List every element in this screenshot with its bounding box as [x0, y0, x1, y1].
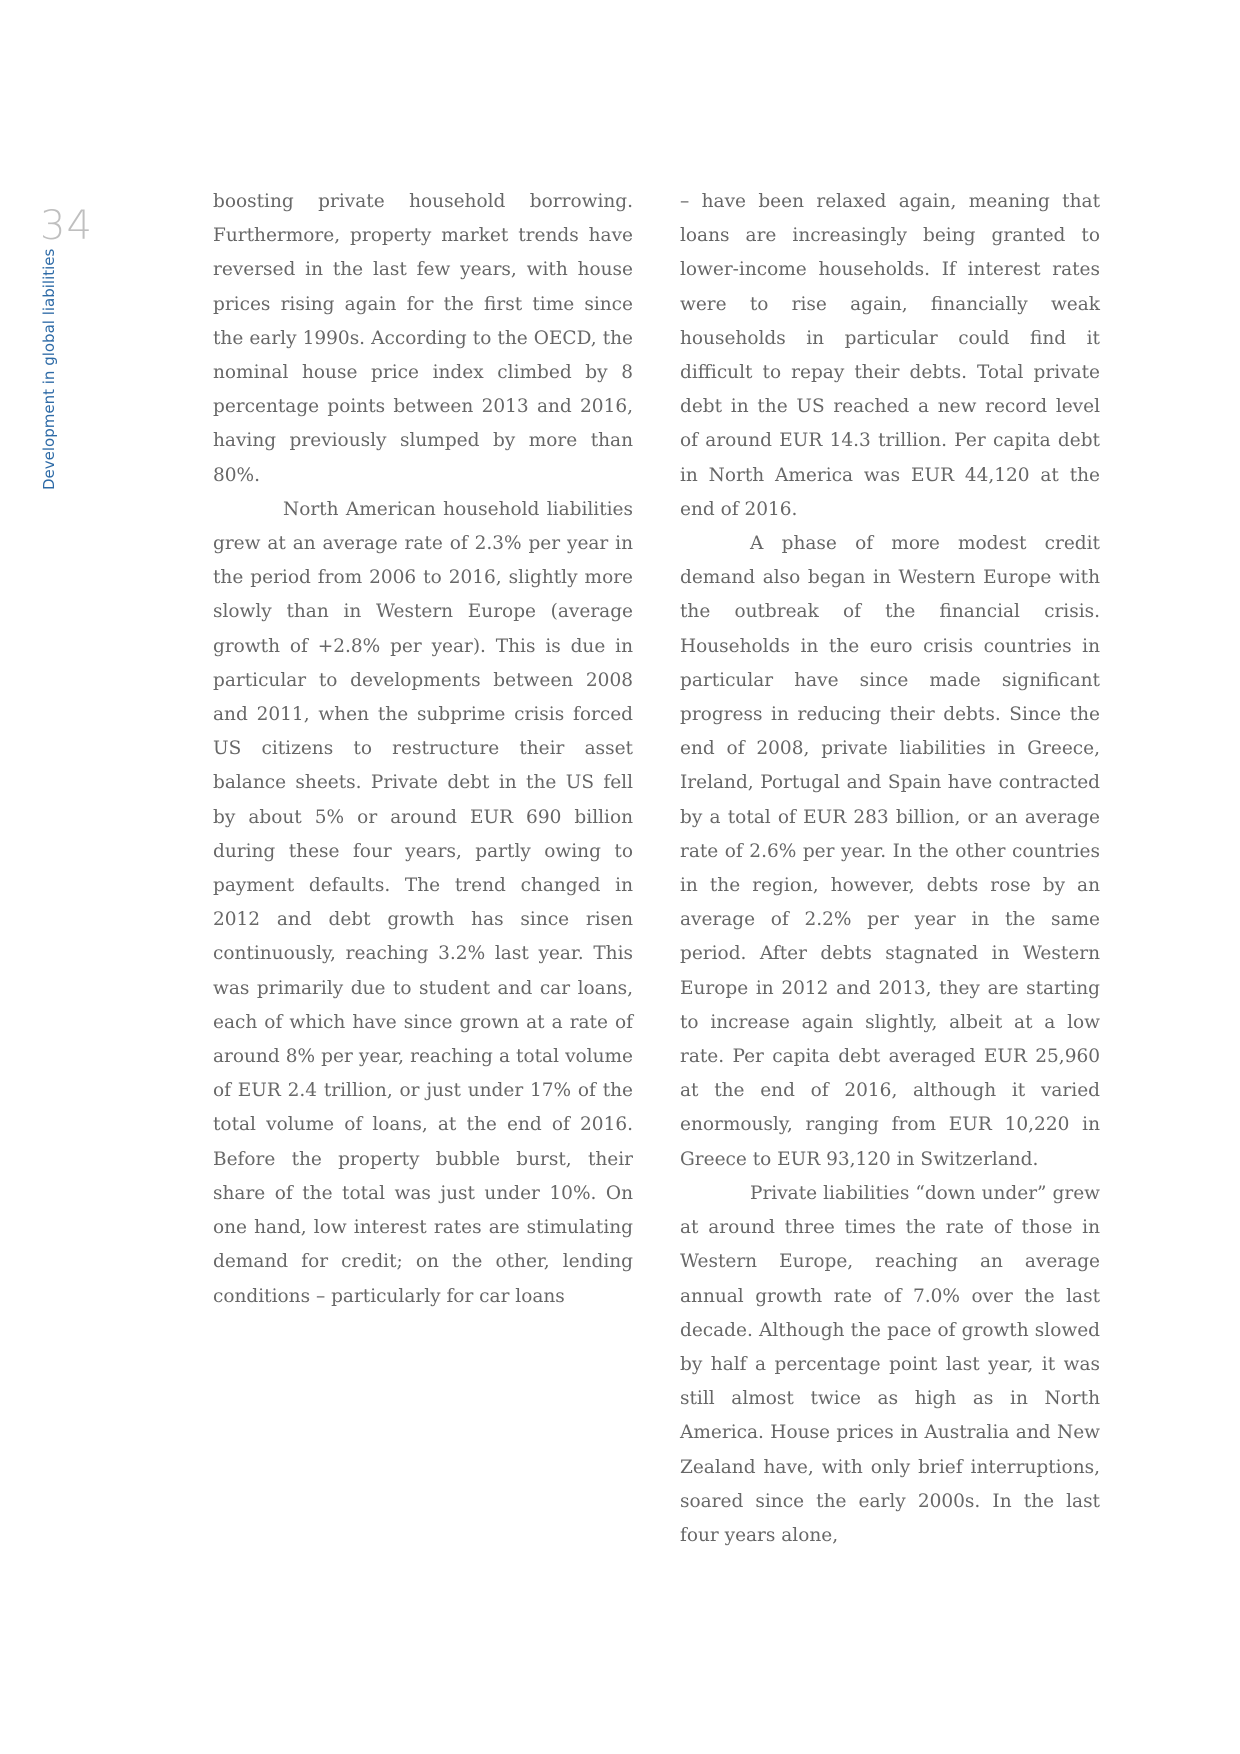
- page-number: 34: [40, 203, 93, 249]
- paragraph: Private liabilities “down under” grew at around three times the rate of those in Western Europe, reaching an average annual growth rate of 7.0% over the last decade. Although the pace of growth slowed by half a percentage point last year, it was still almost twice as high as in North America. House prices in Australia and New Zealand have, with only brief interruptions, soared since the early 2000s. In the last four years alone,: [680, 1182, 1100, 1546]
- paragraph: A phase of more modest credit demand also began in Western Europe with the outbreak of the financial crisis. Households in the euro crisis countries in particular have since made significant progress in reducing their debts. Since the end of 2008, private liabilities in Greece, Ireland, Portugal and Spain have contracted by a total of EUR 283 billion, or an average rate of 2.6% per year. In the other countries in the region, however, debts rose by an average of 2.2% per year in the same period. After debts stagnated in Western Europe in 2012 and 2013, they are starting to increase again slightly, albeit at a low rate. Per capita debt averaged EUR 25,960 at the end of 2016, although it varied enormously, ranging from EUR 10,220 in Greece to EUR 93,120 in Switzerland.: [680, 533, 1100, 1170]
- paragraph: North American household liabilities grew at an average rate of 2.3% per year in the period from 2006 to 2016, slightly more slowly than in Western Europe (average growth of +2.8% per year). This is due in particular to developments between 2008 and 2011, when the subprime crisis forced US citizens to restructure their asset balance sheets. Private debt in the US fell by about 5% or around EUR 690 billion during these four years, partly owing to payment defaults. The trend changed in 2012 and debt growth has since risen continuously, reaching 3.2% last year. This was primarily due to student and car loans, each of which have since grown at a rate of around 8% per year, reaching a total volume of EUR 2.4 trillion, or just under 17% of the total volume of loans, at the end of 2016. Before the property bubble burst, their share of the total was just under 10%. On one hand, low interest rates are stimulating demand for credit; on the other, lending conditions – particularly for car loans: [213, 498, 633, 1307]
- paragraph: boosting private household borrowing. Furthermore, property market trends have reversed in the last few years, with house prices rising again for the first time since the early 1990s. According to the OECD, the nominal house price index climbed by 8 percentage points between 2013 and 2016, having previously slumped by more than 80%.: [213, 191, 633, 486]
- running-head: Development in global liabilities: [40, 248, 58, 490]
- text-column-left: [213, 185, 633, 1314]
- text-column-right: [680, 185, 1100, 1553]
- paragraph: – have been relaxed again, meaning that loans are increasingly being granted to lower-income households. If interest rates were to rise again, financially weak households in particular could find it difficult to repay their debts. Total private debt in the US reached a new record level of around EUR 14.3 trillion. Per capita debt in North America was EUR 44,120 at the end of 2016.: [680, 191, 1100, 520]
